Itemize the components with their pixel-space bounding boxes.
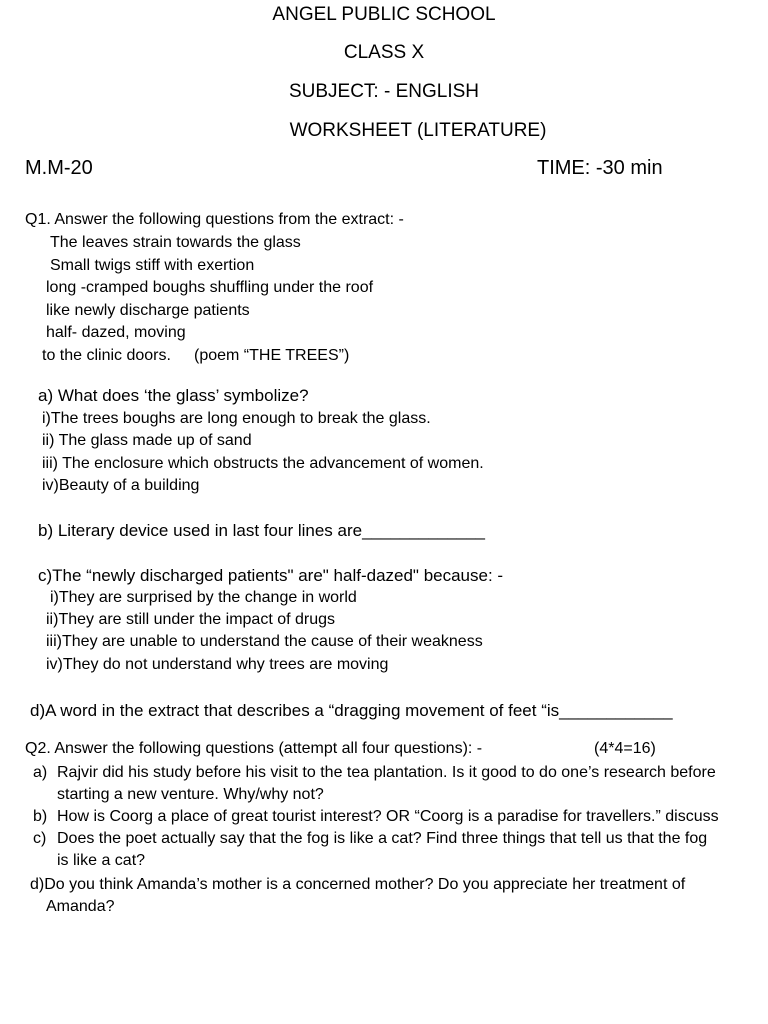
q1c-question: c)The “newly discharged patients" are" half-dazed" because: - [38, 566, 504, 585]
q1a-option: ii) The glass made up of sand [42, 432, 252, 449]
max-marks: M.M-20 [25, 157, 93, 179]
q1c-option: ii)They are still under the impact of drugs [46, 611, 336, 628]
q1-title: Q1. Answer the following questions from the extract: - [25, 211, 404, 228]
q1a-option: i)The trees boughs are long enough to break the glass. [42, 410, 431, 427]
q1c-option: iii)They are unable to understand the cause of their weakness [46, 633, 483, 650]
extract-line: like newly discharge patients [46, 302, 250, 319]
q2-item-text: Do you think Amanda’s mother is a concerned mother? Do you appreciate her treatment of [44, 876, 686, 893]
class-label: CLASS X [343, 42, 425, 63]
poem-source: (poem “THE TREES”) [194, 347, 350, 364]
extract-line: half- dazed, moving [46, 324, 186, 341]
q1b-question: b) Literary device used in last four lines are_____________ [38, 521, 486, 540]
q2-title: Q2. Answer the following questions (attempt all four questions): - [25, 740, 483, 757]
extract-line: The leaves strain towards the glass [50, 234, 301, 251]
q2-item-label: b) [33, 808, 48, 825]
q2-item-label: a) [33, 764, 48, 781]
extract-line: to the clinic doors. [42, 347, 171, 364]
extract-line: Small twigs stiff with exertion [50, 257, 255, 274]
q2-item-d [30, 877, 685, 893]
school-name: ANGEL PUBLIC SCHOOL [272, 4, 496, 25]
q1d-question: d)A word in the extract that describes a “dragging movement of feet “is____________ [30, 701, 673, 720]
q2-item-b [33, 809, 719, 825]
q2-item-continuation: starting a new venture. Why/why not? [57, 786, 324, 803]
q1a-option: iii) The enclosure which obstructs the advancement of women. [42, 455, 484, 472]
q1a-question: a) What does ‘the glass’ symbolize? [38, 386, 309, 405]
q2-item-text: Does the poet actually say that the fog is like a cat? Find three things that tell us that the fog [57, 830, 708, 847]
q2-item-c [33, 831, 707, 847]
q2-item-text: Rajvir did his study before his visit to the tea plantation. Is it good to do one’s research before [57, 764, 716, 781]
extract-line: long -cramped boughs shuffling under the roof [46, 279, 374, 296]
time-allowed: TIME: -30 min [537, 157, 663, 179]
subject-label: SUBJECT: - ENGLISH [288, 81, 480, 102]
q2-marks: (4*4=16) [594, 740, 656, 757]
q2-item-continuation: Amanda? [46, 898, 115, 915]
q2-item-continuation: is like a cat? [57, 852, 146, 869]
worksheet-title: WORKSHEET (LITERATURE) [289, 120, 547, 141]
q1a-option: iv)Beauty of a building [42, 477, 200, 494]
q1c-option: i)They are surprised by the change in world [50, 589, 357, 606]
q2-item-label: d) [30, 876, 45, 893]
q2-item-a [33, 765, 716, 781]
q2-item-label: c) [33, 830, 47, 847]
q2-item-text: How is Coorg a place of great tourist interest? OR “Coorg is a paradise for travellers.” discuss [57, 808, 719, 825]
q1c-option: iv)They do not understand why trees are moving [46, 656, 389, 673]
